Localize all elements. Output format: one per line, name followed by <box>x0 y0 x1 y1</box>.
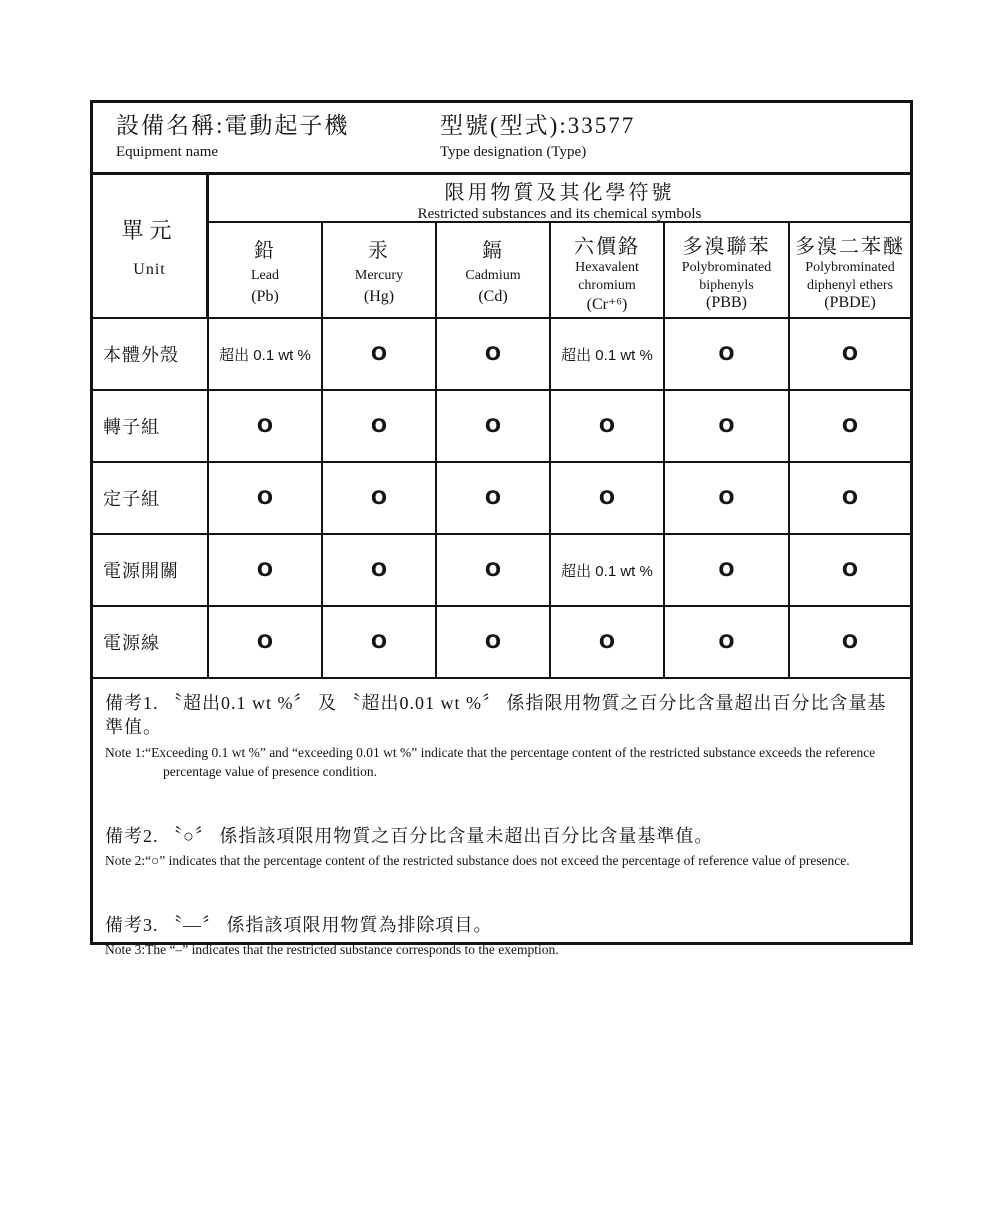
substance-en: Polybrominated diphenyl ethers <box>805 260 895 293</box>
unit-header-en: Unit <box>133 260 166 278</box>
equipment-name-block <box>116 112 440 161</box>
cell-value: O <box>665 535 790 607</box>
cell-value: O <box>437 535 551 607</box>
cell-value: O <box>790 607 910 679</box>
cell-value: 超出 0.1 wt % <box>551 535 665 607</box>
note-1-en: Note 1:“Exceeding 0.1 wt %” and “exceeding 0.01 wt %” indicate that the percentage content of the restricted substance exceeds the reference percentage value of presence condition. <box>105 744 876 780</box>
header-substance-pbb <box>665 223 790 319</box>
unit-header-cjk: 單元 <box>121 217 178 243</box>
substances-grid <box>93 175 910 957</box>
note-2-en: Note 2:“○” indicates that the percentage content of the restricted substance does not exceed the percentage of reference value of presence. <box>105 853 850 869</box>
cell-value: O <box>323 463 437 535</box>
cell-value: 超出 0.1 wt % <box>209 319 323 391</box>
cell-value: O <box>209 391 323 463</box>
cell-value: O <box>323 535 437 607</box>
cell-value: O <box>665 607 790 679</box>
title-row <box>93 103 910 175</box>
note-1 <box>105 691 896 782</box>
cell-value: O <box>209 535 323 607</box>
cell-value: O <box>437 607 551 679</box>
restricted-header-en: Restricted substances and its chemical symbols <box>417 205 702 222</box>
row-label-power-cord: 電源線 <box>93 607 209 679</box>
substance-symbol: (PBDE) <box>824 294 876 311</box>
type-designation-en: Type designation (Type) <box>440 143 587 160</box>
restricted-substances-header <box>209 175 910 223</box>
restricted-header-cjk: 限用物質及其化學符號 <box>444 181 675 204</box>
row-label-body-shell: 本體外殼 <box>93 319 209 391</box>
cell-value: O <box>323 607 437 679</box>
substance-en: Mercury <box>354 267 404 283</box>
cell-value: O <box>665 391 790 463</box>
row-label-stator-assembly: 定子組 <box>93 463 209 535</box>
header-substance-hexavalent-chromium <box>551 223 665 319</box>
notes-section <box>93 679 910 959</box>
cell-value: O <box>323 391 437 463</box>
substance-symbol: (Cd) <box>478 288 508 306</box>
cell-value: O <box>551 391 665 463</box>
note-3 <box>105 913 896 960</box>
equipment-name-en: Equipment name <box>116 143 219 160</box>
cell-value: O <box>323 319 437 391</box>
substance-cjk: 鎘 <box>482 239 504 262</box>
type-designation-cjk: 型號(型式):33577 <box>440 113 636 138</box>
cell-value: O <box>790 319 910 391</box>
substance-symbol: (PBB) <box>706 294 747 311</box>
note-2 <box>105 824 896 871</box>
header-substance-lead <box>209 223 323 319</box>
cell-value: O <box>665 463 790 535</box>
cell-value: O <box>790 535 910 607</box>
equipment-name-cjk: 設備名稱:電動起子機 <box>116 113 350 138</box>
substance-en: Cadmium <box>465 267 521 283</box>
type-designation-block <box>440 112 635 161</box>
row-label-rotor-assembly: 轉子組 <box>93 391 209 463</box>
substance-symbol: (Pb) <box>251 288 279 306</box>
substance-en: Lead <box>251 267 279 283</box>
note-1-cjk: 備考1. 〝超出0.1 wt %〞 及 〝超出0.01 wt %〞 係指限用物質之百分比含量超出百分比含量基準值。 <box>105 693 887 738</box>
cell-value: O <box>437 463 551 535</box>
cell-value: O <box>551 607 665 679</box>
substance-cjk: 多溴二苯醚 <box>795 236 905 258</box>
cell-value: O <box>790 391 910 463</box>
header-substance-cadmium <box>437 223 551 319</box>
substance-cjk: 汞 <box>368 239 390 262</box>
cell-value: O <box>665 319 790 391</box>
note-3-en: Note 3:The “–” indicates that the restricted substance corresponds to the exemption. <box>105 941 559 957</box>
note-3-cjk: 備考3. 〝—〞 係指該項限用物質為排除項目。 <box>105 914 493 935</box>
cell-value: O <box>209 463 323 535</box>
rohs-table <box>90 100 913 957</box>
substance-symbol: (Hg) <box>363 288 395 306</box>
cell-value: 超出 0.1 wt % <box>551 319 665 391</box>
row-label-power-switch: 電源開關 <box>93 535 209 607</box>
substance-cjk: 鉛 <box>254 239 276 262</box>
cell-value: O <box>551 463 665 535</box>
unit-column-header <box>93 175 209 319</box>
cell-value: O <box>437 319 551 391</box>
cell-value: O <box>790 463 910 535</box>
substance-cjk: 六價鉻 <box>574 236 640 258</box>
substance-cjk: 多溴聯苯 <box>682 236 771 258</box>
substance-en: Hexavalent chromium <box>575 260 639 293</box>
substance-en: Polybrominated biphenyls <box>681 260 772 293</box>
header-substance-mercury <box>323 223 437 319</box>
substance-symbol: (Cr⁺⁶) <box>586 296 628 313</box>
cell-value: O <box>437 391 551 463</box>
cell-value: O <box>209 607 323 679</box>
header-substance-pbde <box>790 223 910 319</box>
note-2-cjk: 備考2. 〝○〞 係指該項限用物質之百分比含量未超出百分比含量基準值。 <box>105 825 714 846</box>
